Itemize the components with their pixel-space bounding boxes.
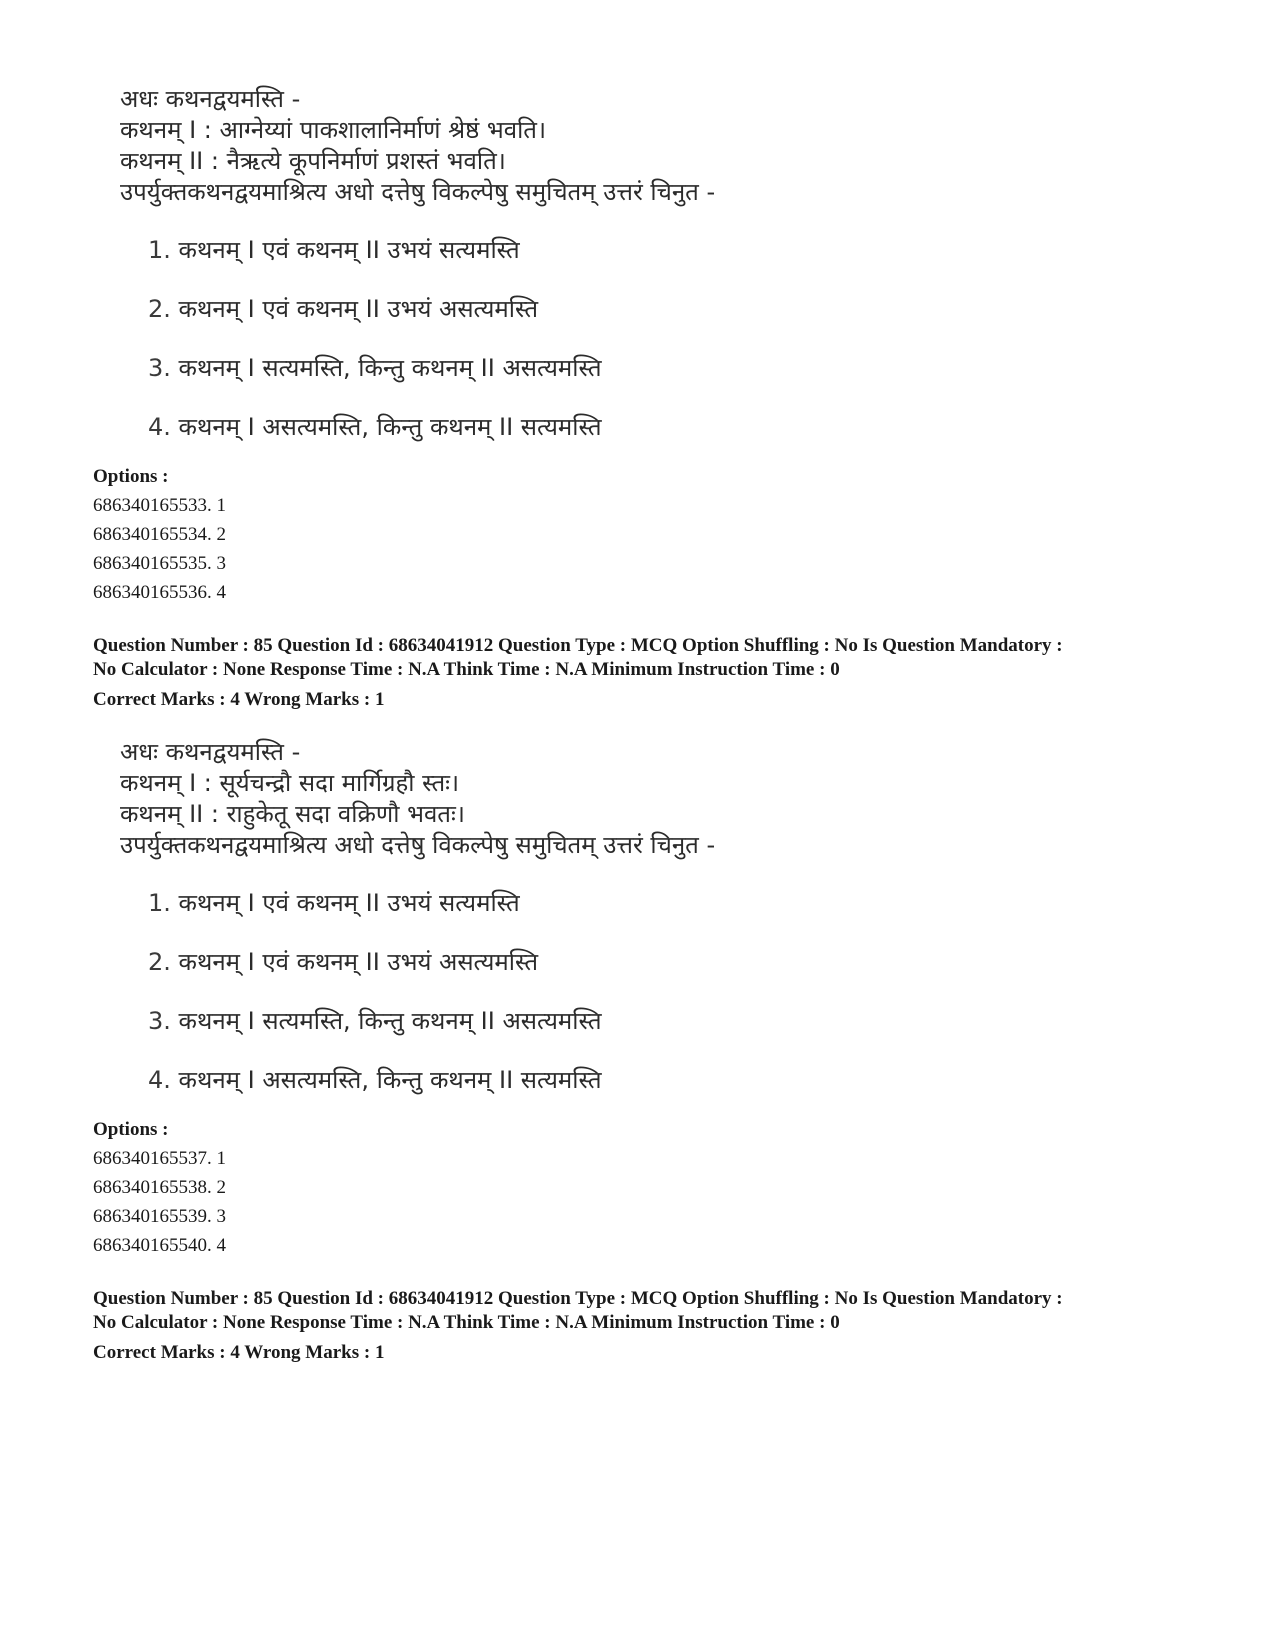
option-id-row: 686340165538. 2 <box>93 1177 226 1198</box>
question-meta-line-1: Question Number : 85 Question Id : 68634041912 Question Type : MCQ Option Shuffling : No Is Question Mandatory : <box>93 635 1063 656</box>
question-meta-line-1: Question Number : 85 Question Id : 68634041912 Question Type : MCQ Option Shuffling : No Is Question Mandatory : <box>93 1288 1063 1309</box>
statement-1: कथनम् I : सूर्यचन्द्रौ सदा मार्गिग्रहौ स्तः। <box>120 769 460 797</box>
answer-choice: 1. कथनम् I एवं कथनम् II उभयं सत्यमस्ति <box>148 236 520 264</box>
question-meta-block <box>93 634 1213 712</box>
options-title: Options : <box>93 466 169 487</box>
option-id-row: 686340165534. 2 <box>93 524 226 545</box>
option-id-row: 686340165540. 4 <box>93 1235 226 1256</box>
statement-2: कथनम् II : राहुकेतू सदा वक्रिणौ भवतः। <box>120 800 465 828</box>
question-meta-line-2: No Calculator : None Response Time : N.A Think Time : N.A Minimum Instruction Time : 0 <box>93 1312 840 1333</box>
answer-choice: 3. कथनम् I सत्यमस्ति, किन्तु कथनम् II असत्यमस्ति <box>148 354 602 382</box>
option-id-row: 686340165533. 1 <box>93 495 226 516</box>
question-intro: अधः कथनद्वयमस्ति - <box>120 85 301 113</box>
answer-choice: 1. कथनम् I एवं कथनम् II उभयं सत्यमस्ति <box>148 889 520 917</box>
answer-choice-list <box>120 887 715 1096</box>
question-text-block <box>120 737 715 1123</box>
answer-choice: 2. कथनम् I एवं कथनम् II उभयं असत्यमस्ति <box>148 295 539 323</box>
statement-1: कथनम् I : आग्नेय्यां पाकशालानिर्माणं श्रेष्ठं भवति। <box>120 116 547 144</box>
option-id-row: 686340165535. 3 <box>93 553 226 574</box>
options-title: Options : <box>93 1119 169 1140</box>
answer-choice: 4. कथनम् I असत्यमस्ति, किन्तु कथनम् II सत्यमस्ति <box>148 413 602 441</box>
question-meta-line-2: No Calculator : None Response Time : N.A Think Time : N.A Minimum Instruction Time : 0 <box>93 659 840 680</box>
answer-choice: 2. कथनम् I एवं कथनम् II उभयं असत्यमस्ति <box>148 948 539 976</box>
options-block <box>93 1115 226 1260</box>
option-id-row: 686340165537. 1 <box>93 1148 226 1169</box>
marks-line: Correct Marks : 4 Wrong Marks : 1 <box>93 689 385 710</box>
question-text-block <box>120 84 715 470</box>
question-instruction: उपर्युक्तकथनद्वयमाश्रित्य अधो दत्तेषु विकल्पेषु समुचितम् उत्तरं चिनुत - <box>120 178 716 206</box>
question-intro: अधः कथनद्वयमस्ति - <box>120 738 301 766</box>
statement-2: कथनम् II : नैऋत्ये कूपनिर्माणं प्रशस्तं भवति। <box>120 147 506 175</box>
marks-line: Correct Marks : 4 Wrong Marks : 1 <box>93 1342 385 1363</box>
answer-choice: 4. कथनम् I असत्यमस्ति, किन्तु कथनम् II सत्यमस्ति <box>148 1066 602 1094</box>
option-id-row: 686340165539. 3 <box>93 1206 226 1227</box>
answer-choice-list <box>120 234 715 443</box>
options-block <box>93 462 226 607</box>
question-instruction: उपर्युक्तकथनद्वयमाश्रित्य अधो दत्तेषु विकल्पेषु समुचितम् उत्तरं चिनुत - <box>120 831 716 859</box>
question-meta-block <box>93 1287 1213 1365</box>
option-id-row: 686340165536. 4 <box>93 582 226 603</box>
answer-choice: 3. कथनम् I सत्यमस्ति, किन्तु कथनम् II असत्यमस्ति <box>148 1007 602 1035</box>
